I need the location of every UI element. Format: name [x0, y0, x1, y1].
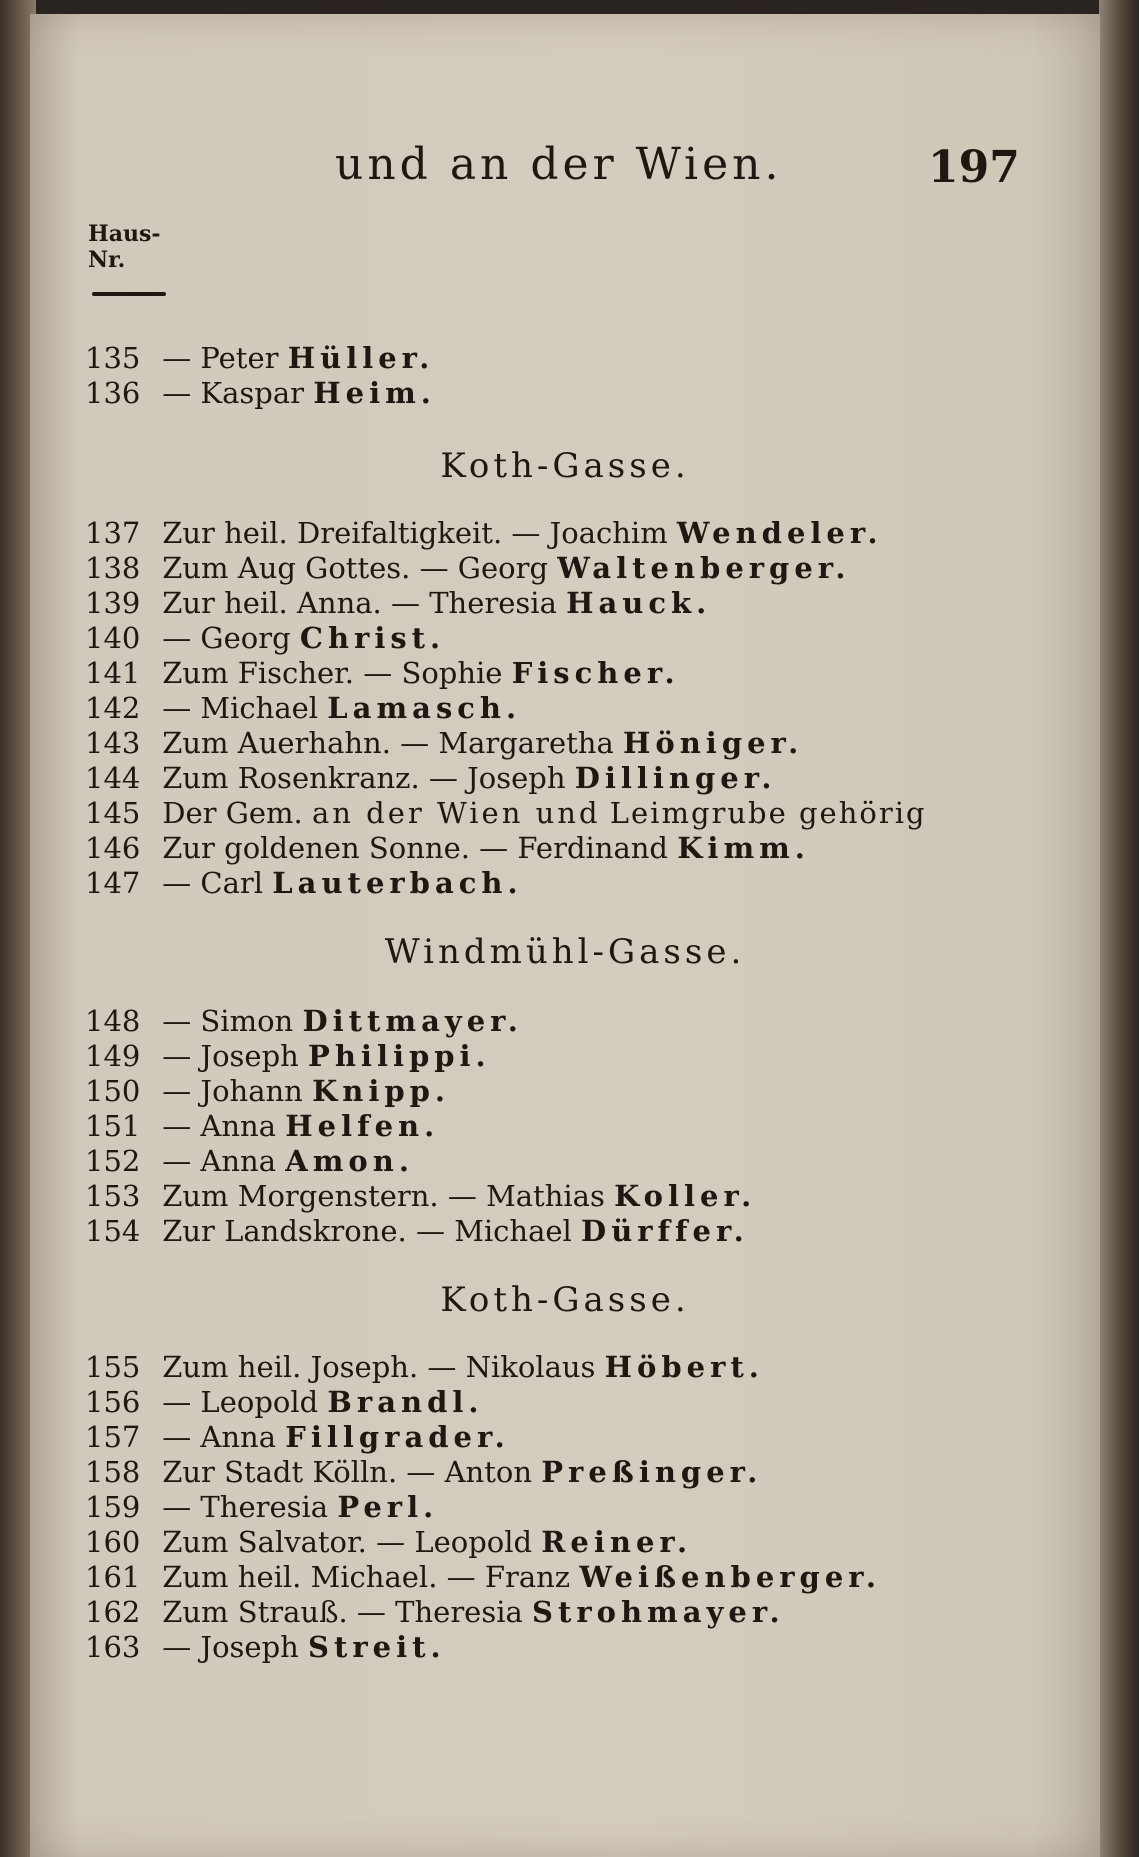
section-heading: Koth-Gasse.: [440, 446, 690, 486]
house-number: 157: [85, 1420, 141, 1454]
house-number: 154: [85, 1214, 141, 1248]
house-sign: Zum Auerhahn.: [162, 726, 391, 760]
list-item: [85, 1560, 881, 1594]
owner-surname: Weißenberger.: [579, 1560, 881, 1594]
owner-surname: Dürffer.: [581, 1214, 749, 1248]
house-sign: Zur Landskrone.: [162, 1214, 407, 1248]
house-number: 141: [85, 656, 141, 690]
owner-given: — Peter: [162, 341, 279, 375]
owner-given: — Joseph: [162, 1039, 299, 1073]
list-item: [85, 1109, 439, 1143]
house-number: 147: [85, 866, 141, 900]
owner-given: — Margaretha: [400, 726, 614, 760]
list-item: [85, 656, 680, 690]
list-item: [85, 1214, 749, 1248]
owner-given: — Joseph: [428, 761, 566, 795]
list-item: [85, 691, 521, 725]
book-page: [30, 14, 1100, 1857]
owner-surname: Philippi.: [308, 1039, 491, 1073]
owner-surname: Höbert.: [604, 1350, 764, 1384]
house-sign: Zur goldenen Sonne.: [162, 831, 470, 865]
house-number: 160: [85, 1525, 141, 1559]
list-item: [85, 551, 850, 585]
owner-given: — Georg: [419, 551, 549, 585]
owner-given: — Kaspar: [162, 376, 304, 410]
house-number: 153: [85, 1179, 141, 1213]
owner-surname: Streit.: [308, 1630, 446, 1664]
house-number: 142: [85, 691, 141, 725]
owner-surname: Wendeler.: [676, 516, 883, 550]
owner-given: — Joachim: [511, 516, 668, 550]
house-number: 140: [85, 621, 141, 655]
list-item: [85, 341, 434, 375]
list-item: [85, 761, 776, 795]
house-number: 139: [85, 586, 141, 620]
page-number: 197: [928, 142, 1020, 193]
house-number: 144: [85, 761, 141, 795]
house-sign: Zum Rosenkranz.: [162, 761, 420, 795]
house-sign: Zum Salvator.: [162, 1525, 367, 1559]
house-sign: Zum Morgenstern.: [162, 1179, 439, 1213]
house-number: 150: [85, 1074, 141, 1108]
house-number: 162: [85, 1595, 141, 1629]
owner-given: — Michael: [415, 1214, 572, 1248]
house-sign: Der Gem.: [162, 796, 303, 830]
house-sign: Zur heil. Anna.: [162, 586, 382, 620]
owner-given: — Joseph: [162, 1630, 299, 1664]
owner-given: — Leopold: [376, 1525, 533, 1559]
owner-given: — Theresia: [162, 1490, 329, 1524]
owner-given: — Simon: [162, 1004, 294, 1038]
list-item: [85, 1490, 438, 1524]
owner-surname: Reiner.: [541, 1525, 693, 1559]
owner-given: — Carl: [162, 866, 264, 900]
house-number: 151: [85, 1109, 141, 1143]
list-item: [85, 1525, 692, 1559]
list-item: [85, 376, 436, 410]
house-sign: Zum heil. Joseph.: [162, 1350, 419, 1384]
house-number: 152: [85, 1144, 141, 1178]
list-item: [85, 866, 523, 900]
owner-surname: Strohmayer.: [532, 1595, 785, 1629]
owner-given: — Nikolaus: [427, 1350, 596, 1384]
column-label-line1: Haus-: [88, 221, 161, 247]
column-label: [88, 221, 161, 273]
owner-surname: Heim.: [313, 376, 436, 410]
column-label-line2: Nr.: [88, 247, 126, 273]
owner-surname: Leimgrube gehörig: [609, 796, 927, 830]
list-item: [85, 1350, 764, 1384]
list-item: [85, 1455, 762, 1489]
list-item: [85, 586, 711, 620]
list-item: [85, 1074, 450, 1108]
owner-given: — Ferdinand: [479, 831, 668, 865]
list-item: [85, 621, 445, 655]
house-number: 163: [85, 1630, 141, 1664]
list-item: [85, 1595, 785, 1629]
house-number: 146: [85, 831, 141, 865]
house-number: 135: [85, 341, 141, 375]
list-item: [85, 831, 810, 865]
list-item: [85, 1039, 491, 1073]
owner-surname: Fillgrader.: [285, 1420, 510, 1454]
owner-given: — Mathias: [447, 1179, 605, 1213]
owner-surname: Hauck.: [566, 586, 712, 620]
owner-surname: Preßinger.: [541, 1455, 763, 1489]
house-sign: Zum Fischer.: [162, 656, 355, 690]
list-item: [85, 1420, 510, 1454]
owner-surname: Lauterbach.: [272, 866, 523, 900]
house-number: 136: [85, 376, 141, 410]
house-sign: Zum heil. Michael.: [162, 1560, 438, 1594]
page-edge: [1099, 0, 1139, 1857]
owner-surname: Höniger.: [622, 726, 804, 760]
owner-given: — Anna: [162, 1420, 277, 1454]
house-number: 156: [85, 1385, 141, 1419]
section-heading: Koth-Gasse.: [440, 1280, 690, 1320]
owner-surname: Helfen.: [285, 1109, 440, 1143]
house-sign: Zum Aug Gottes.: [162, 551, 411, 585]
owner-surname: Dillinger.: [574, 761, 777, 795]
owner-surname: Waltenberger.: [557, 551, 851, 585]
house-number: 158: [85, 1455, 141, 1489]
owner-given: — Leopold: [162, 1385, 319, 1419]
owner-given: — Theresia: [390, 586, 557, 620]
owner-given: — Anton: [406, 1455, 533, 1489]
list-item: [85, 1179, 756, 1213]
house-number: 137: [85, 516, 141, 550]
house-number: 148: [85, 1004, 141, 1038]
list-item: [85, 1385, 483, 1419]
list-item: [85, 1144, 414, 1178]
owner-given: — Theresia: [356, 1595, 523, 1629]
list-item: [85, 1004, 523, 1038]
house-number: 149: [85, 1039, 141, 1073]
owner-surname: Hüller.: [287, 341, 435, 375]
owner-given: an der Wien und: [311, 796, 601, 830]
list-item: [85, 726, 803, 760]
owner-given: — Sophie: [363, 656, 503, 690]
owner-given: — Anna: [162, 1144, 277, 1178]
owner-surname: Koller.: [614, 1179, 757, 1213]
owner-surname: Fischer.: [511, 656, 680, 690]
house-number: 138: [85, 551, 141, 585]
list-item: [85, 1630, 446, 1664]
house-sign: Zur heil. Dreifaltigkeit.: [162, 516, 503, 550]
owner-surname: Lamasch.: [327, 691, 522, 725]
owner-given: — Anna: [162, 1109, 277, 1143]
owner-surname: Amon.: [285, 1144, 414, 1178]
owner-surname: Brandl.: [327, 1385, 484, 1419]
house-sign: Zur Stadt Kölln.: [162, 1455, 398, 1489]
owner-surname: Knipp.: [312, 1074, 451, 1108]
running-title: und an der Wien.: [335, 139, 783, 190]
list-item: [85, 516, 883, 550]
owner-surname: Christ.: [299, 621, 446, 655]
owner-surname: Dittmayer.: [302, 1004, 523, 1038]
house-number: 155: [85, 1350, 141, 1384]
owner-given: — Johann: [162, 1074, 303, 1108]
list-item: [85, 796, 927, 830]
house-number: 159: [85, 1490, 141, 1524]
owner-given: — Michael: [162, 691, 319, 725]
house-number: 145: [85, 796, 141, 830]
owner-given: — Georg: [162, 621, 291, 655]
owner-surname: Kimm.: [677, 831, 810, 865]
house-number: 161: [85, 1560, 141, 1594]
section-heading: Windmühl-Gasse.: [384, 932, 746, 972]
owner-given: — Franz: [446, 1560, 571, 1594]
column-label-rule: [92, 292, 166, 296]
house-number: 143: [85, 726, 141, 760]
owner-surname: Perl.: [337, 1490, 439, 1524]
house-sign: Zum Strauß.: [162, 1595, 348, 1629]
